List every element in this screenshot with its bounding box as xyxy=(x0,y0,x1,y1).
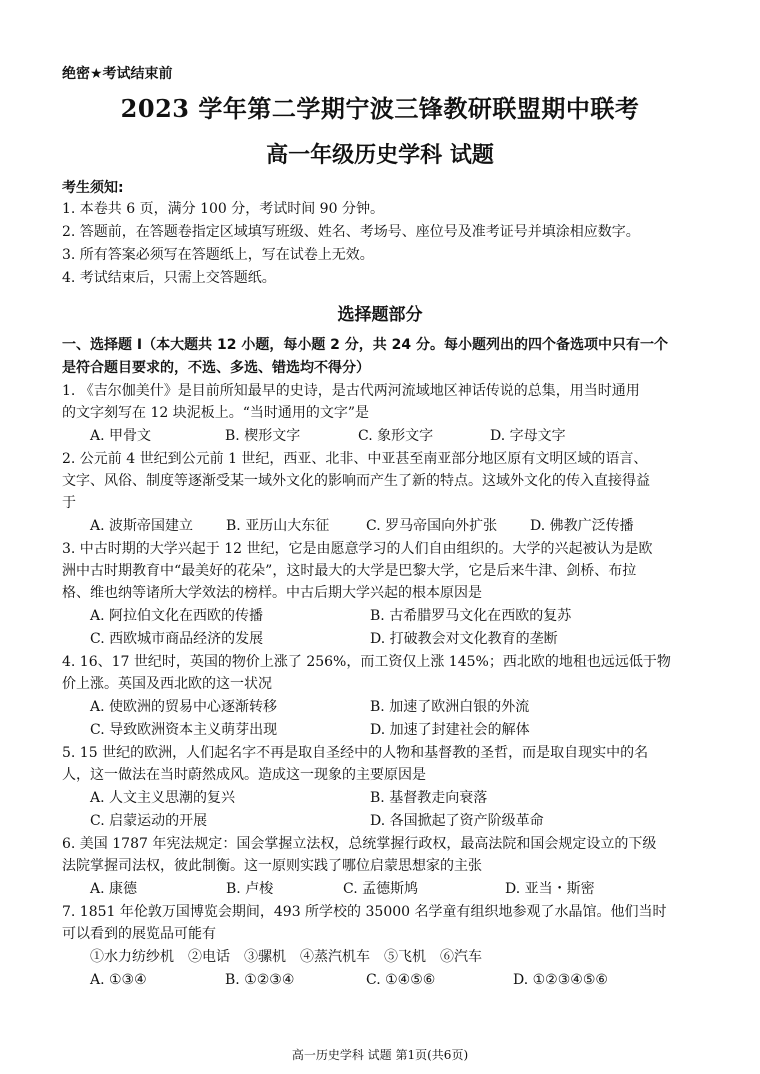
q3-option-a: A. 阿拉伯文化在西欧的传播 xyxy=(90,608,264,624)
q4-option-d: D. 加速了封建社会的解体 xyxy=(370,722,530,738)
part-instructions: 一、选择题 I（本大题共 12 小题，每小题 2 分，共 24 分。每小题列出的四个备选项中只有一个 xyxy=(62,337,669,353)
q7-option-c: C. ①④⑤⑥ xyxy=(366,972,436,988)
question-1-text: 的文字刻写在 12 块泥板上。“当时通用的文字”是 xyxy=(62,405,370,421)
q6-option-b: B. 卢梭 xyxy=(226,881,274,897)
q3-option-c: C. 西欧城市商品经济的发展 xyxy=(90,631,264,647)
question-6-text: 6. 美国 1787 年宪法规定：国会掌握立法权，总统掌握行政权，最高法院和国会规定设立的下级 xyxy=(62,836,657,852)
exam-title: 2023 学年第二学期宁波三锋教研联盟期中联考 xyxy=(120,94,640,123)
notice-heading: 考生须知: xyxy=(62,180,124,196)
question-7-choices: ①水力纺纱机 ②电话 ③骡机 ④蒸汽机车 ⑤飞机 ⑥汽车 xyxy=(90,949,482,965)
question-3-text: 3. 中古时期的大学兴起于 12 世纪，它是由愿意学习的人们自由组织的。大学的兴起被认为是欧 xyxy=(62,541,653,557)
q5-option-b: B. 基督教走向衰落 xyxy=(370,790,488,806)
notice-item: 1. 本卷共 6 页，满分 100 分，考试时间 90 分钟。 xyxy=(62,201,384,217)
q1-option-a: A. 甲骨文 xyxy=(90,428,152,444)
page-footer: 高一历史学科 试题 第1页(共6页) xyxy=(291,1048,469,1062)
q6-option-c: C. 孟德斯鸠 xyxy=(343,881,419,897)
question-7-text: 7. 1851 年伦敦万国博览会期间，493 所学校的 35000 名学童有组织地参观了水晶馆。他们当时 xyxy=(62,904,667,920)
question-5-text: 5. 15 世纪的欧洲，人们起名字不再是取自圣经中的人物和基督教的圣哲，而是取自现实中的名 xyxy=(62,745,649,761)
question-4-text: 4. 16、17 世纪时，英国的物价上涨了 256%，而工资仅上涨 145%；西北欧的地租也远远低于物 xyxy=(62,654,671,670)
q4-option-c: C. 导致欧洲资本主义萌芽出现 xyxy=(90,722,278,738)
notice-item: 3. 所有答案必须写在答题纸上，写在试卷上无效。 xyxy=(62,247,374,263)
q2-option-a: A. 波斯帝国建立 xyxy=(90,518,194,534)
q4-option-b: B. 加速了欧洲白银的外流 xyxy=(370,699,530,715)
notice-item: 2. 答题前，在答题卷指定区域填写班级、姓名、考场号、座位号及准考证号并填涂相应数字。 xyxy=(62,224,640,240)
q5-option-d: D. 各国掀起了资产阶级革命 xyxy=(370,813,544,829)
part-instructions: 是符合题目要求的，不选、多选、错选均不得分） xyxy=(62,360,370,376)
exam-subtitle: 高一年级历史学科 试题 xyxy=(266,142,494,168)
section-title: 选择题部分 xyxy=(337,305,423,325)
confidential-label: 绝密★考试结束前 xyxy=(62,66,173,82)
question-1-text: 1. 《吉尔伽美什》是目前所知最早的史诗，是古代两河流域地区神话传说的总集，用当时通用 xyxy=(62,383,640,399)
q3-option-b: B. 古希腊罗马文化在西欧的复苏 xyxy=(370,608,572,624)
q5-option-c: C. 启蒙运动的开展 xyxy=(90,813,208,829)
q2-option-b: B. 亚历山大东征 xyxy=(226,518,330,534)
question-3-text: 格、维也纳等诸所大学效法的榜样。中古后期大学兴起的根本原因是 xyxy=(62,585,482,601)
q3-option-d: D. 打破教会对文化教育的垄断 xyxy=(370,631,558,647)
q7-option-b: B. ①②③④ xyxy=(225,972,295,988)
q5-option-a: A. 人文主义思潮的复兴 xyxy=(90,790,236,806)
q2-option-c: C. 罗马帝国向外扩张 xyxy=(366,518,498,534)
q2-option-d: D. 佛教广泛传播 xyxy=(530,518,634,534)
question-5-text: 人，这一做法在当时蔚然成风。造成这一现象的主要原因是 xyxy=(62,767,426,783)
q6-option-d: D. 亚当・斯密 xyxy=(505,881,595,897)
question-3-text: 洲中古时期教育中“最美好的花朵”，这时最大的大学是巴黎大学，它是后来牛津、剑桥、布拉 xyxy=(62,563,637,579)
question-6-text: 法院掌握司法权，彼此制衡。这一原则实践了哪位启蒙思想家的主张 xyxy=(62,858,482,874)
q1-option-d: D. 字母文字 xyxy=(490,428,566,444)
q7-option-d: D. ①②③④⑤⑥ xyxy=(513,972,608,988)
q6-option-a: A. 康德 xyxy=(90,881,138,897)
question-2-text: 2. 公元前 4 世纪到公元前 1 世纪，西亚、北非、中亚甚至南亚部分地区原有文明区域的语言、 xyxy=(62,451,648,467)
q1-option-c: C. 象形文字 xyxy=(358,428,434,444)
question-2-text: 文字、风俗、制度等逐渐受某一域外文化的影响而产生了新的特点。这域外文化的传入直接得益 xyxy=(62,473,650,489)
notice-item: 4. 考试结束后，只需上交答题纸。 xyxy=(62,270,276,286)
q1-option-b: B. 楔形文字 xyxy=(225,428,301,444)
q4-option-a: A. 使欧洲的贸易中心逐渐转移 xyxy=(90,699,278,715)
q7-option-a: A. ①③④ xyxy=(90,972,147,988)
question-2-text: 于 xyxy=(62,495,76,511)
question-7-text: 可以看到的展览品可能有 xyxy=(62,926,216,942)
question-4-text: 价上涨。英国及西北欧的这一状况 xyxy=(62,676,272,692)
